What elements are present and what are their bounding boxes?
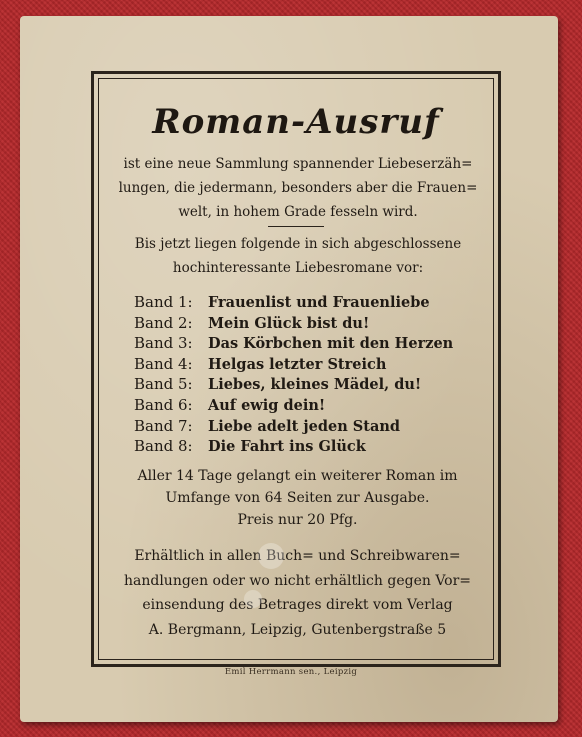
volume-title: Mein Glück bist du! <box>208 314 370 332</box>
printer-imprint: Emil Herrmann sen., Leipzig <box>224 667 358 677</box>
volume-title: Frauenlist und Frauenliebe <box>208 294 430 311</box>
list-item <box>134 313 474 334</box>
volume-title: Helgas letzter Streich <box>208 355 387 373</box>
volume-title: Das Körbchen mit den Herzen <box>208 335 454 353</box>
schedule-line: Umfange von 64 Seiten zur Ausgabe. <box>165 490 430 506</box>
volume-number: Band 6: <box>134 395 193 414</box>
availability-notice <box>110 544 485 642</box>
list-item <box>134 374 474 395</box>
price-line: Preis nur 20 Pfg. <box>237 512 358 528</box>
divider-rule <box>268 226 324 227</box>
availability-line: handlungen oder wo nicht erhältlich gegen Vor= <box>123 572 472 589</box>
list-item <box>134 416 474 437</box>
intro-line: ist eine neue Sammlung spannender Liebeserzäh= <box>123 156 473 172</box>
volume-list <box>134 292 474 457</box>
volume-number: Band 2: <box>134 313 193 332</box>
intro-line: welt, in hohem Grade fesseln wird. <box>178 204 418 220</box>
lead-line: Bis jetzt liegen folgende in sich abgeschlossene <box>134 236 462 252</box>
advertisement-panel <box>100 80 492 658</box>
intro-paragraph <box>118 152 478 224</box>
volume-number: Band 8: <box>134 437 193 456</box>
publication-schedule <box>110 465 485 531</box>
volume-number: Band 4: <box>134 354 193 373</box>
page-title: Roman-Ausruf <box>152 102 440 142</box>
intro-line: lungen, die jedermann, besonders aber die Frauen= <box>118 180 478 196</box>
volume-title: Die Fahrt ins Glück <box>208 438 366 456</box>
volume-number: Band 5: <box>134 375 193 394</box>
list-item <box>134 292 474 313</box>
volume-number: Band 7: <box>134 416 193 435</box>
lead-line: hochinteressante Liebesromane vor: <box>172 260 424 276</box>
availability-line: einsendung des Betrages direkt vom Verlag <box>142 597 453 613</box>
list-item <box>134 354 474 375</box>
availability-line: Erhältlich in allen Buch= und Schreibwaren= <box>134 548 461 564</box>
publisher-address: A. Bergmann, Leipzig, Gutenbergstraße 5 <box>148 621 447 638</box>
list-intro-paragraph <box>118 232 478 280</box>
volume-title: Auf ewig dein! <box>208 396 326 414</box>
list-item <box>134 395 474 416</box>
schedule-line: Aller 14 Tage gelangt ein weiterer Roman im <box>137 468 458 484</box>
volume-number: Band 1: <box>134 293 193 311</box>
volume-number: Band 3: <box>134 334 193 353</box>
list-item <box>134 333 474 354</box>
list-item <box>134 436 474 457</box>
paper-wear-spot <box>258 543 284 569</box>
volume-title: Liebes, kleines Mädel, du! <box>208 376 422 394</box>
paper-wear-spot <box>244 590 262 608</box>
volume-title: Liebe adelt jeden Stand <box>208 417 401 435</box>
